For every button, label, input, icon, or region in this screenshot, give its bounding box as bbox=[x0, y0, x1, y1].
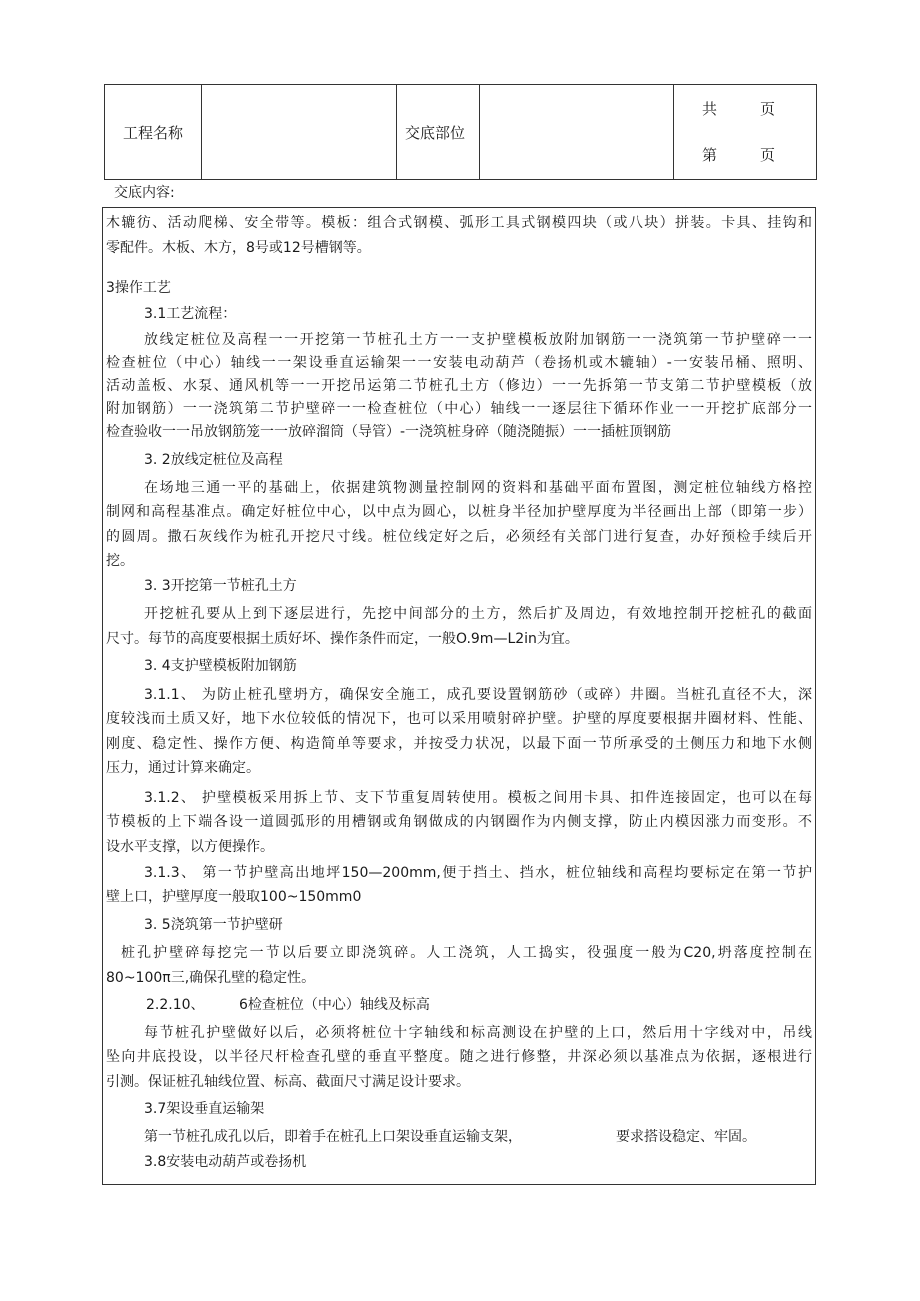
paragraph-line: 尺寸。每节的高度要根据土质好坏、操作条件而定，一般O.9m—L2in为宜。 bbox=[106, 631, 579, 647]
location-value bbox=[480, 85, 674, 180]
paragraph-line: 第一节桩孔成孔以后，即着手在桩孔上口架设垂直运输支架， bbox=[144, 1129, 522, 1145]
section-heading: 3操作工艺 bbox=[106, 280, 171, 296]
location-label: 交底部位 bbox=[397, 85, 480, 180]
paragraph-line: 度较浅而土质又好，地下水位较低的情况下，也可以采用喷射碎护壁。护壁的厚度要根据井圈材料、性能、 bbox=[106, 711, 812, 727]
paragraph-line: 零配件。木板、木方，8号或12号槽钢等。 bbox=[106, 240, 371, 256]
paragraph-line: 检查桩位（中心）轴线一一架设垂直运输架一一安装电动葫芦（卷扬机或木辘轴）-一安装吊桶、照明、 bbox=[106, 355, 812, 371]
paragraph-line: 引测。保证桩孔轴线位置、标高、截面尺寸满足设计要求。 bbox=[106, 1074, 470, 1090]
paragraph-line: 压力，通过计算来确定。 bbox=[106, 760, 260, 776]
paragraph-line: 在场地三通一平的基础上，依据建筑物测量控制网的资料和基础平面布置图，测定桩位轴线方格控 bbox=[144, 480, 812, 496]
paragraph-line: 放线定桩位及高程一一开挖第一节桩孔土方一一支护壁模板放附加钢筋一一浇筑第一节护壁碎一一 bbox=[144, 332, 812, 348]
section-heading: 3. 3开挖第一节桩孔土方 bbox=[144, 578, 297, 594]
paragraph-line: 设水平支撑，以方便操作。 bbox=[106, 839, 274, 855]
section-number: 2.2.10、 bbox=[146, 997, 205, 1013]
paragraph-line: 坠向井底投设，以半径尺杆检查孔壁的垂直平整度。随之进行修整，井深必须以基准点为依据，逐根进行 bbox=[106, 1049, 812, 1065]
section-heading: 6检查桩位（中心）轴线及标高 bbox=[239, 997, 430, 1013]
paragraph-line: 附加钢筋）一一浇筑第二节护壁碎一一检查桩位（中心）轴线一一逐层往下循环作业一一开挖扩底部分一 bbox=[106, 401, 812, 417]
paragraph-line: 开挖桩孔要从上到下逐层进行，先挖中间部分的土方，然后扩及周边，有效地控制开挖桩孔的截面 bbox=[144, 606, 812, 622]
paragraph-line: 壁上口，护壁厚度一般取100~150mm0 bbox=[106, 889, 362, 905]
paragraph-line: 刚度、稳定性、操作方便、构造简单等要求，并按受力状况，以最下面一节所承受的土侧压力和地下水侧 bbox=[106, 736, 812, 752]
current-page-unit: 页 bbox=[760, 146, 776, 164]
total-pages-unit: 页 bbox=[760, 100, 776, 118]
section-heading: 3. 5浇筑第一节护壁研 bbox=[144, 917, 283, 933]
total-pages-label: 共 bbox=[702, 100, 718, 118]
current-page-label: 第 bbox=[702, 146, 718, 164]
header-table bbox=[104, 84, 817, 180]
paragraph-line: 3.1.1、 为防止桩孔壁坍方，确保安全施工，成孔要设置钢筋砂（或碎）井圈。当桩孔直径不大，深 bbox=[144, 687, 812, 703]
page-count-cell bbox=[674, 85, 817, 180]
section-heading: 3. 2放线定桩位及高程 bbox=[144, 452, 283, 468]
paragraph-line: 检查验收一一吊放钢筋笼一一放碎溜筒（导管）-一浇筑桩身碎（随浇随振）一一插桩顶钢筋 bbox=[106, 424, 672, 440]
project-name-value bbox=[202, 85, 397, 180]
section-heading: 3.8安装电动葫芦或卷扬机 bbox=[144, 1154, 307, 1170]
paragraph-line: 要求搭设稳定、牢固。 bbox=[616, 1129, 756, 1145]
paragraph-line: 3.1.2、 护壁模板采用拆上节、支下节重复周转使用。模板之间用卡具、扣件连接固定，也可以在每 bbox=[144, 790, 812, 806]
paragraph-line: 80~100π三,确保孔壁的稳定性。 bbox=[106, 970, 316, 986]
section-heading: 3.7架设垂直运输架 bbox=[144, 1101, 265, 1117]
paragraph-line: 活动盖板、水泵、通风机等一一开挖吊运第二节桩孔土方（修边）一一先拆第一节支第二节护壁模板（放 bbox=[106, 378, 812, 394]
paragraph-line: 每节桩孔护壁做好以后，必须将桩位十字轴线和标高测设在护壁的上口，然后用十字线对中，吊线 bbox=[144, 1025, 812, 1041]
section-heading: 3. 4支护壁模板附加钢筋 bbox=[144, 658, 297, 674]
content-box bbox=[102, 207, 816, 1185]
project-name-label: 工程名称 bbox=[105, 85, 202, 180]
paragraph-line: 节模板的上下端各设一道圆弧形的用槽钢或角钢做成的内钢圈作为内侧支撑，防止内模因涨力而变形。不 bbox=[106, 814, 812, 830]
paragraph-line: 3.1.3、 第一节护壁高出地坪150—200mm,便于挡土、挡水，桩位轴线和高程均要标定在第一节护 bbox=[144, 865, 812, 881]
paragraph-line: 的圆周。撒石灰线作为桩孔开挖尺寸线。桩位线定好之后，必须经有关部门进行复查，办好预检手续后开 bbox=[106, 529, 812, 545]
paragraph-line: 木辘彷、活动爬梯、安全带等。模板：组合式钢模、弧形工具式钢模四块（或八块）拼装。卡具、挂钩和 bbox=[106, 215, 812, 231]
paragraph-line: 挖。 bbox=[106, 553, 134, 569]
paragraph-line: 制网和高程基准点。确定好桩位中心，以中点为圆心，以桩身半径加护壁厚度为半径画出上部（即第一步） bbox=[106, 504, 812, 520]
paragraph-line: 桩孔护壁碎每挖完一节以后要立即浇筑碎。人工浇筑，人工捣实，役强度一般为C20,坍落度控制在 bbox=[121, 945, 812, 961]
section-heading: 3.1工艺流程： bbox=[144, 306, 237, 322]
content-label: 交底内容: bbox=[114, 185, 175, 201]
